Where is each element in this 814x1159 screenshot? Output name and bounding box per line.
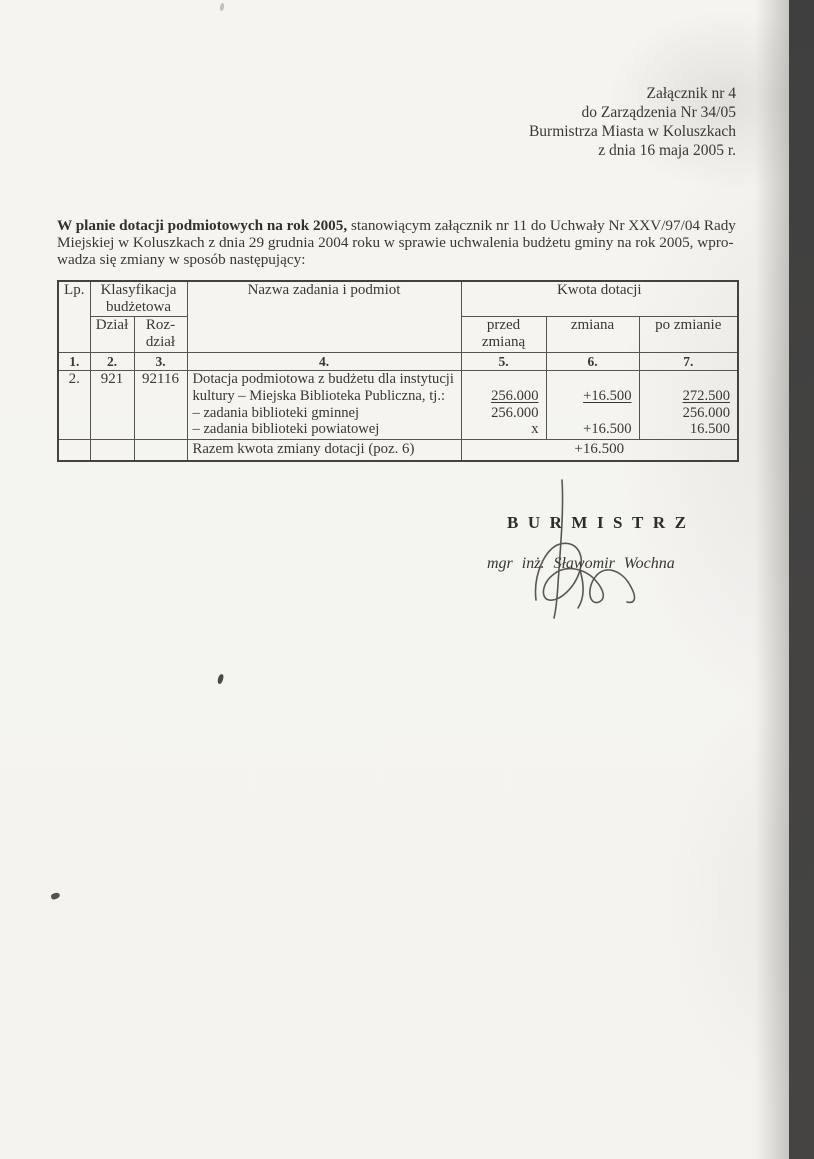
header-line: Burmistrza Miasta w Koluszkach bbox=[528, 123, 736, 140]
col-header-lp: Lp. bbox=[58, 281, 90, 353]
column-number-row bbox=[58, 353, 738, 371]
column-number: 2. bbox=[90, 353, 134, 371]
intro-line-text: stanowiącym załącznik nr 11 do Uchwały Nr XXV/97/04 Rady bbox=[347, 217, 736, 234]
document-header bbox=[529, 84, 736, 160]
col-header-nazwa: Nazwa zadania i podmiot bbox=[187, 281, 461, 353]
intro-paragraph bbox=[57, 217, 736, 268]
intro-bold-lead: W planie dotacji podmiotowych na rok 2005, bbox=[57, 217, 348, 234]
intro-line-text: Miejskiej w Koluszkach z dnia 29 grudnia 2004 roku w sprawie uchwalenia budżetu gminy na rok 2005, wpro- bbox=[57, 234, 734, 251]
header-line: z dnia 16 maja 2005 r. bbox=[598, 142, 736, 159]
column-number: 1. bbox=[58, 353, 90, 371]
amount-line-underlined: 256.000 bbox=[491, 387, 539, 404]
amount-line bbox=[643, 371, 731, 388]
intro-line bbox=[57, 217, 736, 234]
amount-line bbox=[550, 405, 632, 422]
column-number: 5. bbox=[461, 353, 546, 371]
total-empty-cell bbox=[90, 440, 134, 462]
col-header-kwota: Kwota dotacji bbox=[461, 281, 738, 317]
amount-line: +16.500 bbox=[583, 421, 632, 438]
column-number: 6. bbox=[546, 353, 639, 371]
dotation-table bbox=[57, 280, 739, 462]
cell-task-name bbox=[187, 371, 461, 440]
scan-edge-band bbox=[789, 0, 814, 1159]
task-name-line: kultury – Miejska Biblioteka Publiczna, tj.: bbox=[192, 387, 446, 404]
task-name-line: Dotacja podmiotowa z budżetu dla instytucji bbox=[192, 371, 454, 387]
cell-amount-change bbox=[546, 371, 639, 440]
cell-dzial: 921 bbox=[90, 371, 134, 440]
col-header-zmiana: zmiana bbox=[546, 317, 639, 353]
amount-line bbox=[550, 371, 632, 388]
column-number: 7. bbox=[639, 353, 738, 371]
signature-title-stamp: BURMISTRZ bbox=[507, 513, 696, 532]
amount-line: 256.000 bbox=[491, 404, 539, 421]
total-row bbox=[58, 440, 738, 462]
amount-line: 16.500 bbox=[689, 421, 730, 438]
scan-speck bbox=[217, 674, 224, 685]
signature-scribble bbox=[498, 472, 698, 642]
cell-amount-after bbox=[639, 371, 738, 440]
amount-line: 256.000 bbox=[682, 404, 730, 421]
total-label: Razem kwota zmiany dotacji (poz. 6) bbox=[187, 440, 461, 462]
scan-speck bbox=[219, 3, 224, 12]
signature-name-stamp: mgr inż. Sławomir Wochna bbox=[487, 555, 675, 572]
column-number: 3. bbox=[134, 353, 187, 371]
cell-lp: 2. bbox=[58, 371, 90, 440]
col-header-przed-zmiana: przed zmianą bbox=[461, 317, 546, 353]
scan-speck bbox=[50, 892, 60, 900]
header-line: Załącznik nr 4 bbox=[646, 85, 736, 102]
header-line: do Zarządzenia Nr 34/05 bbox=[581, 104, 736, 121]
col-header-dzial: Dział bbox=[90, 317, 134, 353]
amount-line-underlined: +16.500 bbox=[583, 387, 632, 404]
cell-rozdzial: 92116 bbox=[134, 371, 187, 440]
col-header-rozdzial: Roz-dział bbox=[134, 317, 187, 353]
total-empty-cell bbox=[134, 440, 187, 462]
column-number: 4. bbox=[187, 353, 461, 371]
col-header-po-zmianie: po zmianie bbox=[639, 317, 738, 353]
task-name-line: – zadania biblioteki gminnej bbox=[192, 404, 360, 421]
col-header-klasyfikacja: Klasyfikacja budżetowa bbox=[90, 281, 187, 317]
total-value: +16.500 bbox=[461, 440, 738, 462]
cell-amount-before bbox=[461, 371, 546, 440]
scan-edge-shadow bbox=[755, 0, 789, 1159]
intro-line-text: wadza się zmiany w sposób następujący: bbox=[57, 251, 306, 268]
intro-line bbox=[57, 251, 736, 268]
total-empty-cell bbox=[58, 440, 90, 462]
amount-line-underlined: 272.500 bbox=[682, 387, 730, 404]
amount-line: x bbox=[531, 421, 539, 438]
task-name-line: – zadania biblioteki powiatowej bbox=[192, 421, 380, 438]
intro-line bbox=[57, 234, 736, 251]
table-row bbox=[58, 371, 738, 440]
amount-line bbox=[465, 371, 539, 388]
